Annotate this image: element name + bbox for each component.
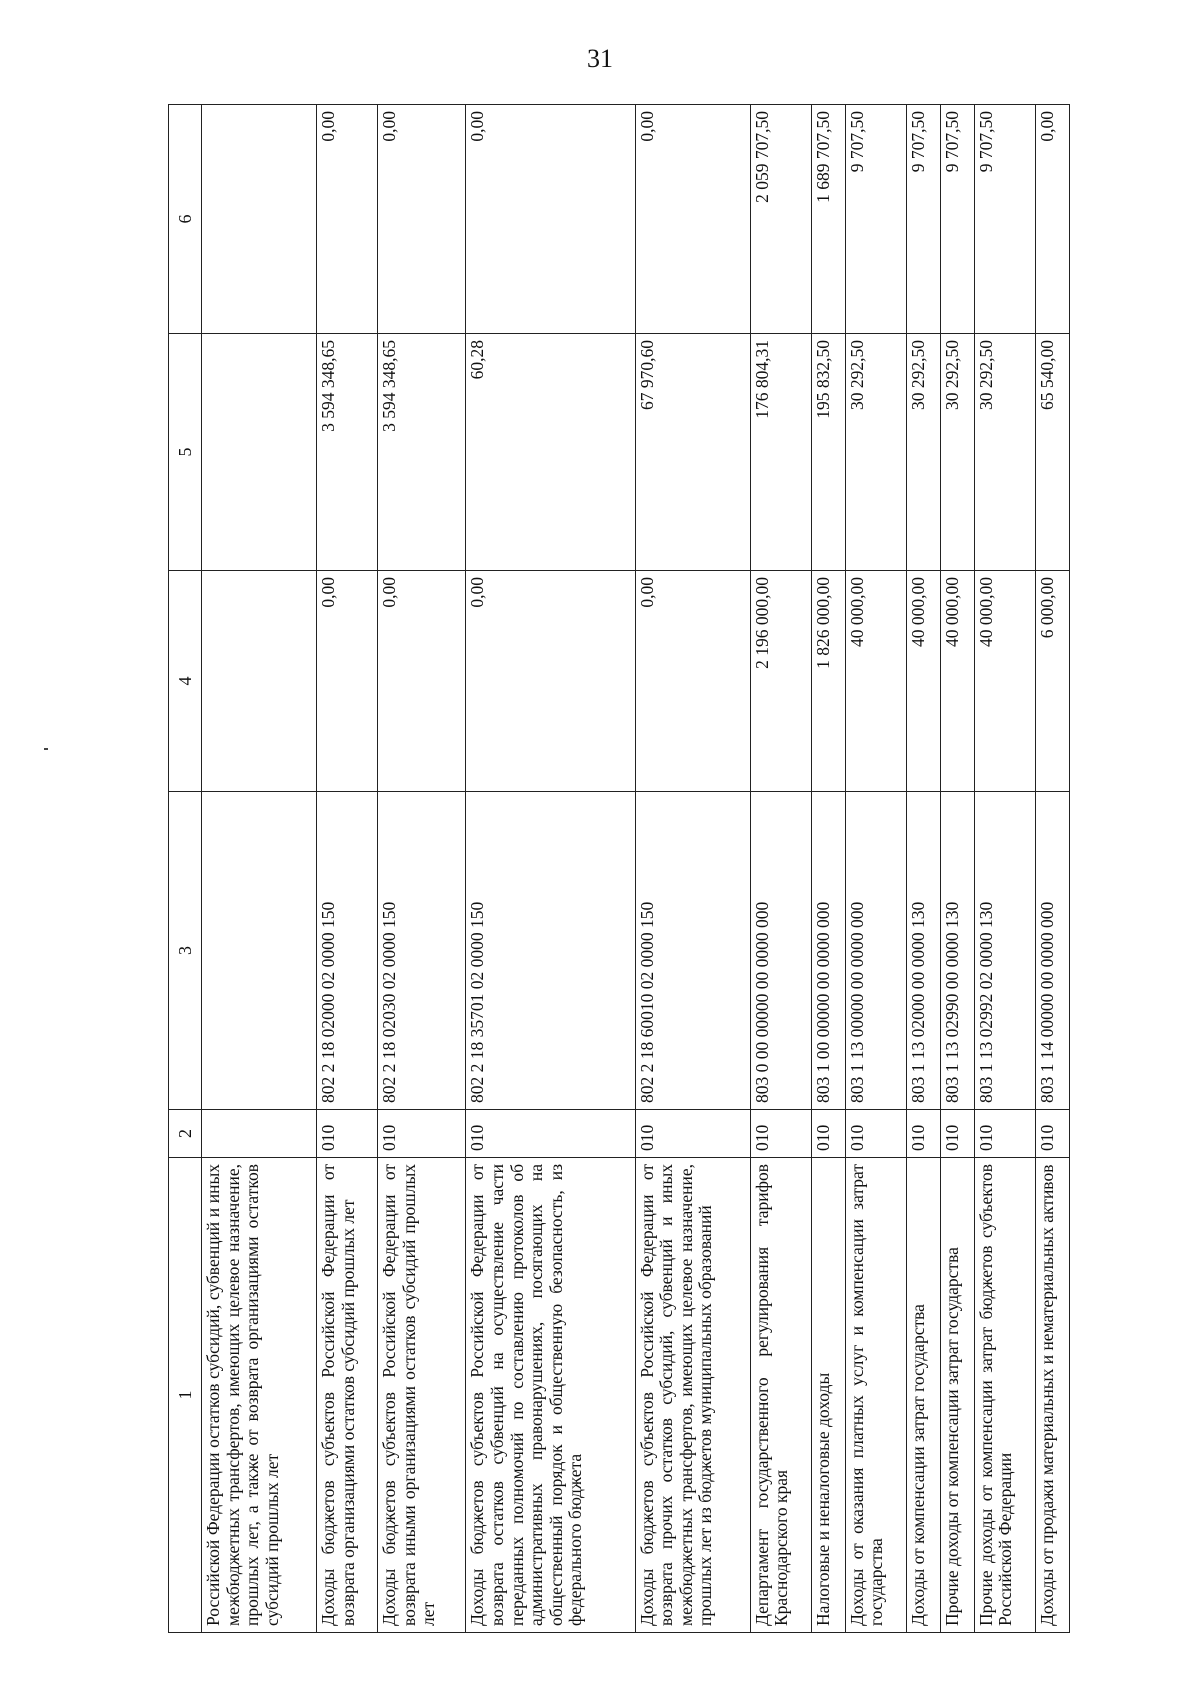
- row-value-4: 40 000,00: [940, 571, 974, 792]
- table-row: [466, 105, 635, 1633]
- row-name: Доходы от компенсации затрат государства: [906, 1158, 940, 1633]
- row-col2: 010: [378, 1110, 466, 1158]
- row-value-4: 0,00: [317, 571, 378, 792]
- row-value-4: 40 000,00: [906, 571, 940, 792]
- table-row: [974, 105, 1035, 1633]
- row-col2: 010: [466, 1110, 635, 1158]
- table-row: [1035, 105, 1069, 1633]
- row-value-6: [202, 105, 317, 334]
- row-value-6: 0,00: [1035, 105, 1069, 334]
- row-value-4: 6 000,00: [1035, 571, 1069, 792]
- row-code: 802 2 18 02030 02 0000 150: [378, 792, 466, 1110]
- row-value-5: 30 292,50: [940, 334, 974, 571]
- row-value-4: [202, 571, 317, 792]
- row-name: Налоговые и неналоговые доходы: [811, 1158, 845, 1633]
- row-code: 803 1 00 00000 00 0000 000: [811, 792, 845, 1110]
- row-value-4: 0,00: [378, 571, 466, 792]
- page-number: 31: [587, 44, 613, 73]
- row-name: Доходы бюджетов субъектов Российской Федерации от возврата иными организациями остатков субсидий прошлых лет: [378, 1158, 466, 1633]
- row-code: 802 2 18 35701 02 0000 150: [466, 792, 635, 1110]
- row-col2: 010: [317, 1110, 378, 1158]
- row-name: Доходы бюджетов субъектов Российской Федерации от возврата прочих остатков субсидий, субвенций и иных межбюджетных трансфертов, имеющих целевое назначение, прошлых лет из бюджетов муниципальных образований: [635, 1158, 750, 1633]
- table-row: [378, 105, 466, 1633]
- row-value-5: 30 292,50: [974, 334, 1035, 571]
- row-name: Прочие доходы от компенсации затрат государства: [940, 1158, 974, 1633]
- row-name: Российской Федерации остатков субсидий, субвенций и иных межбюджетных трансфертов, имеющих целевое назначение, прошлых лет, а также от возврата организациями остатков субсидий прошлых лет: [202, 1158, 317, 1633]
- row-code: 803 1 13 00000 00 0000 000: [845, 792, 906, 1110]
- row-value-5: 65 540,00: [1035, 334, 1069, 571]
- table-row: [940, 105, 974, 1633]
- table-row: [317, 105, 378, 1633]
- row-col2: 010: [974, 1110, 1035, 1158]
- header-col-2: 2: [169, 1110, 202, 1158]
- row-name: Доходы от оказания платных услуг и компенсации затрат государства: [845, 1158, 906, 1633]
- row-col2: 010: [811, 1110, 845, 1158]
- row-name: Доходы бюджетов субъектов Российской Федерации от возврата организациями остатков субсидий прошлых лет: [317, 1158, 378, 1633]
- row-value-6: 2 059 707,50: [750, 105, 811, 334]
- table-row: [202, 105, 317, 1633]
- row-value-4: 0,00: [635, 571, 750, 792]
- row-col2: 010: [635, 1110, 750, 1158]
- row-value-6: 9 707,50: [845, 105, 906, 334]
- row-col2: 010: [906, 1110, 940, 1158]
- row-value-5: 60,28: [466, 334, 635, 571]
- row-code: [202, 792, 317, 1110]
- row-value-4: 1 826 000,00: [811, 571, 845, 792]
- row-value-5: 67 970,60: [635, 334, 750, 571]
- row-value-4: 40 000,00: [974, 571, 1035, 792]
- row-value-5: 30 292,50: [845, 334, 906, 571]
- row-value-6: 0,00: [378, 105, 466, 334]
- row-value-4: 40 000,00: [845, 571, 906, 792]
- table-row: [750, 105, 811, 1633]
- header-col-4: 4: [169, 571, 202, 792]
- header-row: [169, 105, 202, 1633]
- row-name: Прочие доходы от компенсации затрат бюджетов субъектов Российской Федерации: [974, 1158, 1035, 1633]
- row-value-6: 9 707,50: [940, 105, 974, 334]
- header-col-3: 3: [169, 792, 202, 1110]
- table-row: [845, 105, 906, 1633]
- row-value-5: 3 594 348,65: [378, 334, 466, 571]
- row-name: Доходы бюджетов субъектов Российской Федерации от возврата остатков субвенций на осуществление части переданных полномочий по составлению протоколов об административных правонарушениях, посягающих на общественный порядок и общественную безопасность, из федерального бюджета: [466, 1158, 635, 1633]
- row-value-5: [202, 334, 317, 571]
- row-value-6: 9 707,50: [906, 105, 940, 334]
- row-value-5: 176 804,31: [750, 334, 811, 571]
- budget-revenue-table: [168, 104, 1070, 1633]
- row-code: 803 1 13 02992 02 0000 130: [974, 792, 1035, 1110]
- table-row: [906, 105, 940, 1633]
- row-col2: 010: [940, 1110, 974, 1158]
- header-col-5: 5: [169, 334, 202, 571]
- row-col2: 010: [750, 1110, 811, 1158]
- row-value-5: 3 594 348,65: [317, 334, 378, 571]
- row-col2: [202, 1110, 317, 1158]
- row-value-6: 0,00: [317, 105, 378, 334]
- header-col-6: 6: [169, 105, 202, 334]
- table-row: [635, 105, 750, 1633]
- row-code: 803 1 14 00000 00 0000 000: [1035, 792, 1069, 1110]
- table-row: [811, 105, 845, 1633]
- row-value-5: 30 292,50: [906, 334, 940, 571]
- row-name: Доходы от продажи материальных и нематериальных активов: [1035, 1158, 1069, 1633]
- row-code: 802 2 18 02000 02 0000 150: [317, 792, 378, 1110]
- row-value-4: 0,00: [466, 571, 635, 792]
- row-name: Департамент государственного регулирования тарифов Краснодарского края: [750, 1158, 811, 1633]
- header-col-1: 1: [169, 1158, 202, 1633]
- row-value-6: 0,00: [635, 105, 750, 334]
- row-value-4: 2 196 000,00: [750, 571, 811, 792]
- row-value-5: 195 832,50: [811, 334, 845, 571]
- row-value-6: 0,00: [466, 105, 635, 334]
- row-code: 803 1 13 02000 00 0000 130: [906, 792, 940, 1110]
- row-col2: 010: [845, 1110, 906, 1158]
- row-col2: 010: [1035, 1110, 1069, 1158]
- row-value-6: 9 707,50: [974, 105, 1035, 334]
- rotated-table-container: [168, 105, 1070, 1633]
- table-body: [202, 105, 1070, 1633]
- row-value-6: 1 689 707,50: [811, 105, 845, 334]
- row-code: 803 0 00 00000 00 0000 000: [750, 792, 811, 1110]
- row-code: 803 1 13 02990 00 0000 130: [940, 792, 974, 1110]
- row-code: 802 2 18 60010 02 0000 150: [635, 792, 750, 1110]
- scan-dot: [44, 748, 48, 750]
